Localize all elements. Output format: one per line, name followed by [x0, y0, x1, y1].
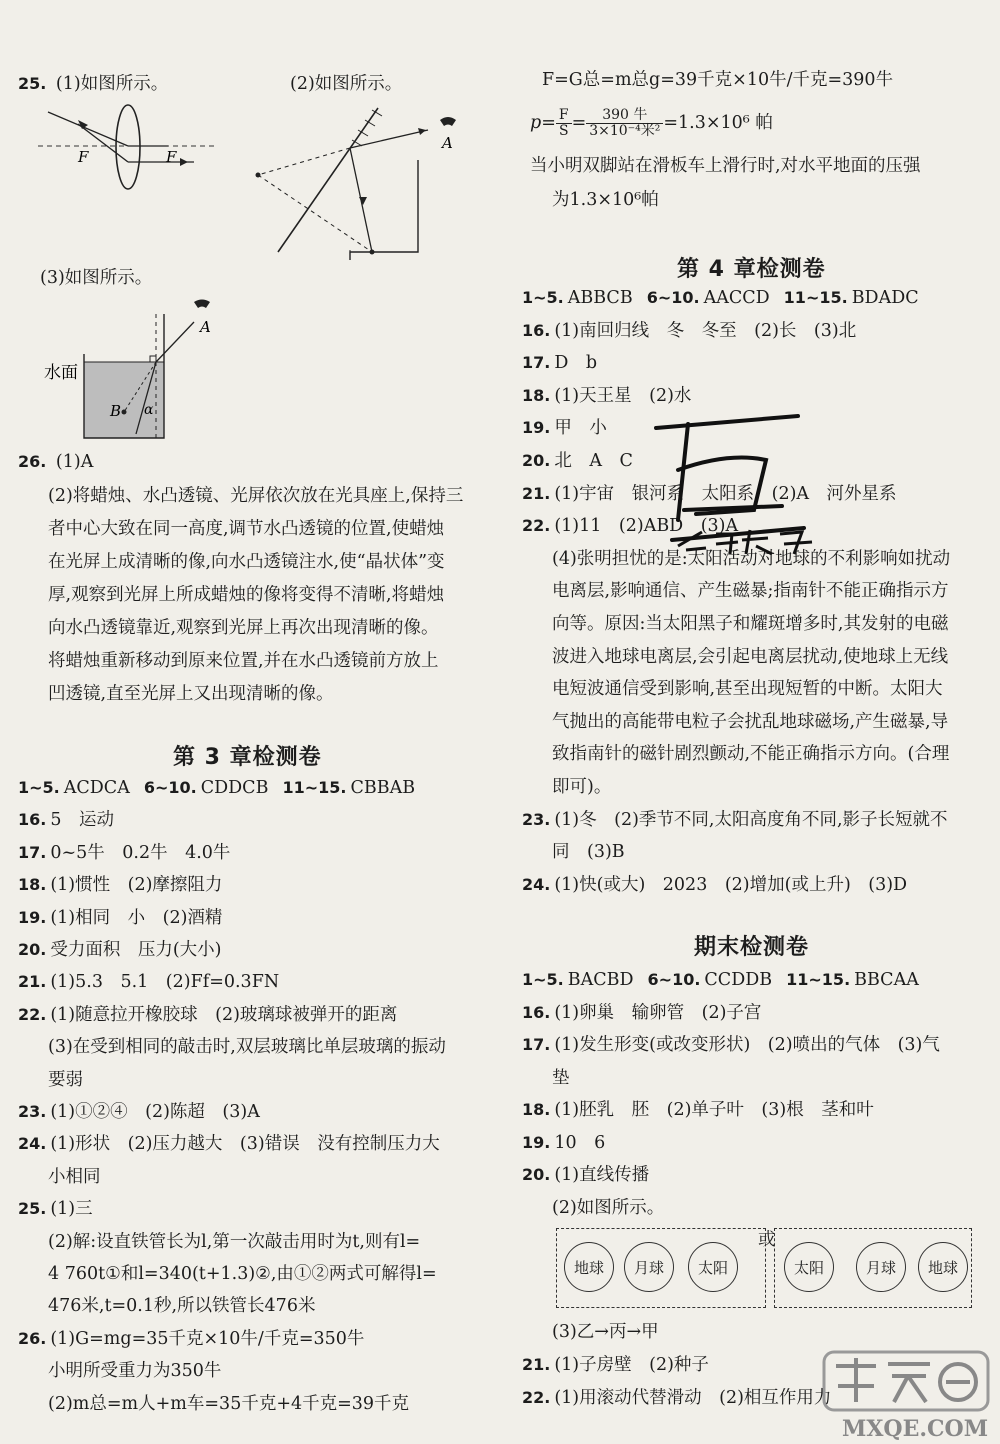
answer-line: 向水凸透镜靠近,观察到光屏上再次出现清晰的像。 — [48, 618, 439, 638]
fraction: $\frac{F}{S}$ — [556, 108, 572, 139]
question-number: 25. — [18, 74, 47, 93]
q25-part2: (2)如图所示。 — [290, 74, 403, 94]
question-number: 16. — [522, 1002, 551, 1022]
answer-text: (1)相同 小 (2)酒精 — [50, 907, 223, 928]
answer-text: (1)G=mg=35千克×10牛/千克=350牛 — [50, 1328, 365, 1349]
answer-text: (1)宇宙 银河系 太阳系 (2)A 河外星系 — [554, 483, 897, 504]
answer-text: (1)卵巢 输卵管 (2)子宫 — [554, 1002, 762, 1023]
question-number: 11~15. — [786, 970, 851, 989]
answer-line: 厚,观察到光屏上所成蜡烛的像将变得不清晰,将蜡烛 — [48, 585, 445, 605]
answer-text: 波进入地球电离层,会引起电离层扰动,使地球上无线 — [552, 646, 949, 667]
question-number: 19. — [522, 418, 551, 438]
answer-line — [26, 1262, 437, 1286]
answer-line — [18, 1327, 364, 1351]
answer-line — [530, 775, 611, 799]
answer-line — [26, 1392, 409, 1416]
question-number: 1~5. — [522, 970, 564, 989]
answer-line — [26, 1165, 101, 1189]
question-number: 20. — [522, 451, 551, 470]
water-surface-label: 水面 — [44, 363, 78, 383]
question-number: 16. — [18, 810, 47, 830]
answer-text: (1)随意拉开橡胶球 (2)玻璃球被弹开的距离 — [50, 1004, 398, 1025]
question-number: 17. — [18, 842, 47, 862]
answer-line — [26, 1294, 315, 1318]
answer-line — [530, 1066, 570, 1090]
answer-text: CCDDB — [704, 970, 773, 990]
answer-line — [18, 906, 222, 930]
answer-line: 凹透镜,直至光屏上又出现清晰的像。 — [48, 684, 334, 704]
answer-text: 476米,t=0.1秒,所以铁管长476米 — [48, 1296, 316, 1317]
question-number: 24. — [522, 874, 551, 894]
answer-text: (1)胚乳 胚 (2)单子叶 (3)根 茎和叶 — [554, 1100, 874, 1120]
answer-text: CDDCB — [200, 778, 269, 798]
answer-text: (1)直线传播 — [554, 1165, 650, 1185]
answer-text: (1)用滚动代替滑动 (2)相互作用力 — [554, 1388, 832, 1408]
question-number: 22. — [522, 1388, 551, 1407]
answer-line — [522, 319, 856, 343]
question-number: 17. — [522, 1035, 551, 1054]
question-number: 18. — [522, 385, 551, 405]
angle-label: α — [144, 402, 154, 418]
answer-text: (2)如图所示。 — [552, 1197, 665, 1218]
answer-line — [26, 1230, 420, 1254]
answer-text: 0~5牛 0.2牛 4.0牛 — [50, 842, 231, 863]
question-number: 23. — [522, 809, 551, 829]
answer-text: (1)子房壁 (2)种子 — [554, 1355, 709, 1375]
question-number: 26. — [18, 1328, 47, 1348]
question-number: 21. — [522, 1355, 551, 1374]
formula-weight: F=G总=m总g=39千克×10牛/千克=390牛 — [542, 70, 894, 90]
answer-line — [530, 1196, 664, 1220]
mirror-diagram — [228, 100, 478, 260]
question-number: 17. — [522, 353, 551, 373]
chapter3-title: 第 3 章检测卷 — [173, 745, 322, 770]
answer-line — [522, 808, 948, 832]
question-number: 18. — [18, 875, 47, 895]
chapter4-title: 第 4 章检测卷 — [677, 257, 826, 282]
answer-text: 要弱 — [48, 1069, 83, 1090]
answer-text: (1)①②④ (2)陈超 (3)A — [50, 1102, 260, 1122]
question-number: 22. — [18, 1004, 47, 1024]
q26-line — [18, 450, 93, 474]
answer-line — [530, 710, 948, 734]
question-number: 20. — [18, 940, 47, 959]
answer-text: 电离层,影响通信、产生磁暴;指南针不能正确指示方 — [552, 581, 949, 602]
answer-line: 者中心大致在同一高度,调节水凸透镜的位置,使蜡烛 — [48, 519, 445, 539]
q26-part1: (1)A — [55, 452, 94, 472]
question-number: 18. — [522, 1100, 551, 1119]
answer-line — [530, 1320, 659, 1344]
answer-line — [522, 1386, 831, 1410]
answer-text: ACDCA — [63, 778, 130, 798]
answer-line — [522, 1098, 874, 1122]
q25-part1: (1)如图所示。 — [55, 74, 169, 94]
answer-text: (4)张明担忧的是:太阳活动对地球的不利影响如扰动 — [552, 548, 951, 569]
answer-line — [522, 1033, 940, 1057]
conclusion-line: 当小明双脚站在滑板车上滑行时,对水平地面的压强 — [530, 156, 921, 176]
q25-part3: (3)如图所示。 — [40, 268, 153, 288]
answer-line — [26, 1359, 221, 1383]
answer-text: 垫 — [552, 1067, 570, 1088]
answer-line — [530, 612, 948, 636]
answer-text: 即可)。 — [552, 777, 612, 797]
answer-line — [18, 970, 279, 994]
answer-text: BACBD — [567, 970, 634, 990]
question-number: 26. — [18, 452, 47, 471]
answer-line — [18, 938, 222, 962]
answer-line — [522, 449, 633, 473]
moon-circle: 月球 — [856, 1242, 906, 1292]
svg-text:MXQE.COM: MXQE.COM — [842, 1416, 989, 1442]
answer-line — [522, 286, 919, 310]
answer-text: 同 (3)B — [552, 842, 625, 863]
answer-text: (1)11 (2)ABD (3)A — [554, 516, 739, 537]
answer-text: 小相同 — [48, 1166, 101, 1187]
point-label: A — [442, 134, 453, 152]
answer-text: 10 6 — [554, 1132, 606, 1153]
answer-line: 将蜡烛重新移动到原来位置,并在水凸透镜前方放上 — [48, 651, 439, 671]
answer-line — [18, 841, 230, 865]
question-number: 6~10. — [647, 970, 701, 989]
or-label: 或 — [758, 1230, 776, 1250]
question-number: 1~5. — [522, 288, 564, 307]
answer-line — [522, 873, 907, 897]
answer-line — [26, 1035, 446, 1059]
answer-line — [522, 968, 919, 992]
point-label: B — [110, 402, 122, 420]
question-number: 19. — [522, 1132, 551, 1152]
answer-line — [18, 1197, 93, 1221]
question-number: 21. — [522, 483, 551, 503]
question-number: 6~10. — [646, 288, 700, 307]
water-refraction-diagram — [44, 294, 224, 444]
answer-text: 小明所受重力为350牛 — [48, 1361, 222, 1382]
answer-line — [522, 351, 597, 375]
point-label: A — [200, 318, 211, 336]
answer-line — [522, 384, 691, 408]
question-number: 22. — [522, 516, 551, 536]
answer-line — [18, 808, 114, 832]
answer-text: (2)解:设直铁管长为l,第一次敲击用时为t,则有l= — [48, 1231, 421, 1252]
earth-circle: 地球 — [918, 1242, 968, 1292]
answer-text: (3)在受到相同的敲击时,双层玻璃比单层玻璃的振动 — [48, 1037, 446, 1058]
moon-circle: 月球 — [624, 1242, 674, 1292]
answer-line — [522, 1353, 709, 1377]
answer-line — [18, 776, 415, 800]
answer-text: (2)m总=m人+m车=35千克+4千克=39千克 — [48, 1393, 410, 1414]
answer-line: 在光屏上成清晰的像,向水凸透镜注水,使“晶状体”变 — [48, 552, 445, 572]
answer-text: 致指南针的磁针剧烈颤动,不能正确指示方向。(合理 — [552, 744, 950, 765]
final-exam-title: 期末检测卷 — [694, 935, 810, 960]
answer-line — [522, 1131, 605, 1155]
question-number: 19. — [18, 907, 47, 927]
q25-line — [18, 72, 168, 96]
answer-text: 电短波通信受到影响,甚至出现短暂的中断。太阳大 — [552, 679, 943, 700]
answer-line — [530, 677, 943, 701]
answer-text: BBCAA — [854, 970, 919, 990]
formula-pressure: p= $\frac{F}{S}$ = $\frac{\text{390 牛}}{\text{3×10⁻⁴米²}}$ =1.3×10⁶ 帕 — [530, 107, 773, 139]
answer-text: (1)三 — [50, 1199, 93, 1220]
answer-line — [522, 416, 607, 440]
answer-text: 4 760t①和l=340(t+1.3)②,由①②两式可解得l= — [48, 1264, 437, 1284]
answer-text: (1)5.3 5.1 (2)Ff=0.3FN — [50, 972, 280, 993]
answer-line — [18, 1003, 397, 1027]
conclusion-line: 为1.3×10⁶帕 — [552, 190, 659, 210]
question-number: 11~15. — [783, 288, 848, 307]
answer-line — [26, 1068, 83, 1092]
question-number: 11~15. — [282, 778, 347, 797]
focus-label: F — [166, 148, 177, 166]
question-number: 20. — [522, 1165, 551, 1184]
fraction: $\frac{\text{390 牛}}{\text{3×10⁻⁴米²}}$ — [586, 108, 663, 139]
answer-text: (1)惯性 (2)摩擦阻力 — [50, 875, 223, 896]
answer-text: ABBCB — [567, 288, 633, 308]
answer-text: (1)南回归线 冬 冬至 (2)长 (3)北 — [554, 320, 857, 341]
question-number: 6~10. — [143, 778, 197, 797]
answer-text: AACCD — [703, 288, 770, 308]
stamp-caption-mark — [672, 520, 822, 560]
focus-label: F — [78, 148, 89, 166]
answer-line — [18, 1100, 260, 1124]
answer-text: 向等。原因:当太阳黑子和耀斑增多时,其发射的电磁 — [552, 614, 949, 634]
answer-line — [522, 1163, 649, 1187]
answer-text: (1)快(或大) 2023 (2)增加(或上升) (3)D — [554, 874, 908, 895]
answer-line — [530, 645, 948, 669]
answer-text: (1)形状 (2)压力越大 (3)错误 没有控制压力大 — [50, 1134, 440, 1155]
answer-text: 北 A C — [554, 451, 633, 471]
answer-line — [18, 1132, 440, 1156]
question-number: 23. — [18, 1102, 47, 1121]
answer-text: 甲 小 — [554, 418, 607, 439]
answer-text: (1)冬 (2)季节不同,太阳高度角不同,影子长短就不 — [554, 809, 948, 830]
watermark-logo — [822, 1346, 990, 1442]
answer-text: CBBAB — [350, 778, 416, 798]
answer-line — [530, 742, 949, 766]
answer-text: (1)发生形变(或改变形状) (2)喷出的气体 (3)气 — [554, 1035, 940, 1055]
answer-line — [522, 1001, 761, 1025]
answer-text: BDADC — [851, 288, 919, 308]
answer-text: D b — [554, 353, 598, 374]
answer-text: (3)乙→丙→甲 — [552, 1322, 659, 1342]
answer-text: 5 运动 — [50, 810, 114, 831]
answer-line — [530, 579, 948, 603]
question-number: 1~5. — [18, 778, 60, 797]
question-number: 16. — [522, 320, 551, 340]
question-number: 24. — [18, 1134, 47, 1154]
sun-circle: 太阳 — [688, 1242, 738, 1292]
answer-text: 受力面积 压力(大小) — [50, 940, 222, 960]
answer-text: 气抛出的高能带电粒子会扰乱地球磁场,产生磁暴,导 — [552, 711, 949, 732]
sun-circle: 太阳 — [784, 1242, 834, 1292]
answer-line: (2)将蜡烛、水凸透镜、光屏依次放在光具座上,保持三 — [48, 486, 464, 506]
lens-diagram — [38, 104, 218, 190]
answer-line — [530, 840, 625, 864]
earth-circle: 地球 — [564, 1242, 614, 1292]
question-number: 25. — [18, 1199, 47, 1219]
question-number: 21. — [18, 972, 47, 992]
answer-line — [18, 873, 222, 897]
answer-text: (1)天王星 (2)水 — [554, 385, 692, 406]
